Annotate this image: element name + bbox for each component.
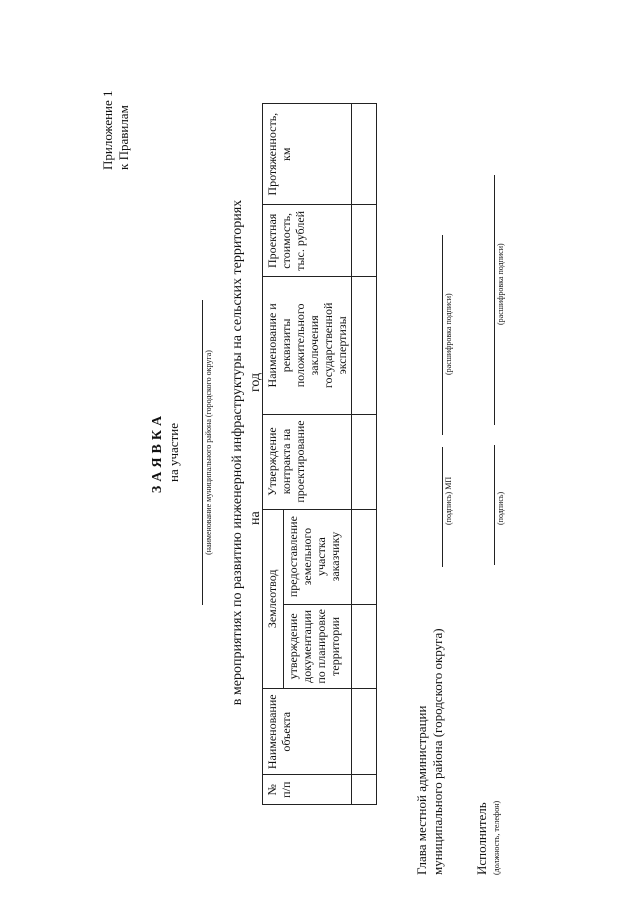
header-length: Протяженность, км [263, 104, 352, 205]
head-line-1: Глава местной администрации [414, 705, 429, 875]
header-num: № п/п [263, 775, 352, 805]
application-table [262, 103, 377, 805]
header-land: Землеотвод [263, 509, 284, 689]
table-cell [352, 205, 377, 277]
table-cell [352, 604, 377, 688]
year-label: год [248, 372, 263, 392]
year-na-label: на [248, 511, 263, 525]
head-decode-line [442, 235, 443, 435]
document-subtitle: на участие [166, 423, 181, 482]
appendix-block [100, 90, 132, 170]
table-cell [352, 104, 377, 205]
table-cell [352, 689, 377, 775]
municipal-blank-line [202, 300, 203, 605]
document-title: ЗАЯВКА [150, 411, 165, 494]
executor-decode-caption: (расшифровка подписи) [496, 243, 505, 325]
head-decode-caption: (расшифровка подписи) [444, 293, 453, 375]
header-cost: Проектная стоимость, тыс. рублей [263, 205, 352, 277]
table-cell [352, 414, 377, 509]
appendix-line-2: к Правилам [116, 105, 131, 170]
head-sign-line [442, 447, 443, 567]
table-cell [352, 509, 377, 604]
executor-decode-line [494, 175, 495, 425]
head-signature-block [414, 628, 446, 875]
head-line-2: муниципального района (городского округа) [430, 628, 445, 875]
header-name: Наименование объекта [263, 689, 352, 775]
executor-sign-line [494, 445, 495, 565]
table-row [352, 104, 377, 805]
header-land-sub2: предоставление земельного участка заказчику [284, 509, 352, 604]
table-cell [352, 775, 377, 805]
appendix-line-1: Приложение 1 [100, 90, 115, 170]
header-expertise: Наименование и реквизиты положительного заключения государственной экспертизы [263, 277, 352, 414]
executor-label: Исполнитель [474, 802, 489, 875]
heading: в мероприятиях по развитию инженерной инфраструктуры на сельских территориях [230, 199, 245, 706]
executor-sign-caption: (подпись) [496, 491, 505, 525]
header-land-sub1: утверждение документации по планировке территории [284, 604, 352, 688]
header-contract: Утверждение контракта на проектирование [263, 414, 352, 509]
table-cell [352, 277, 377, 414]
municipal-caption: (наименование муниципального района (городского округа) [204, 350, 213, 555]
head-sign-caption: (подпись) МП [444, 476, 453, 525]
executor-caption: (должность, телефон) [492, 800, 501, 875]
